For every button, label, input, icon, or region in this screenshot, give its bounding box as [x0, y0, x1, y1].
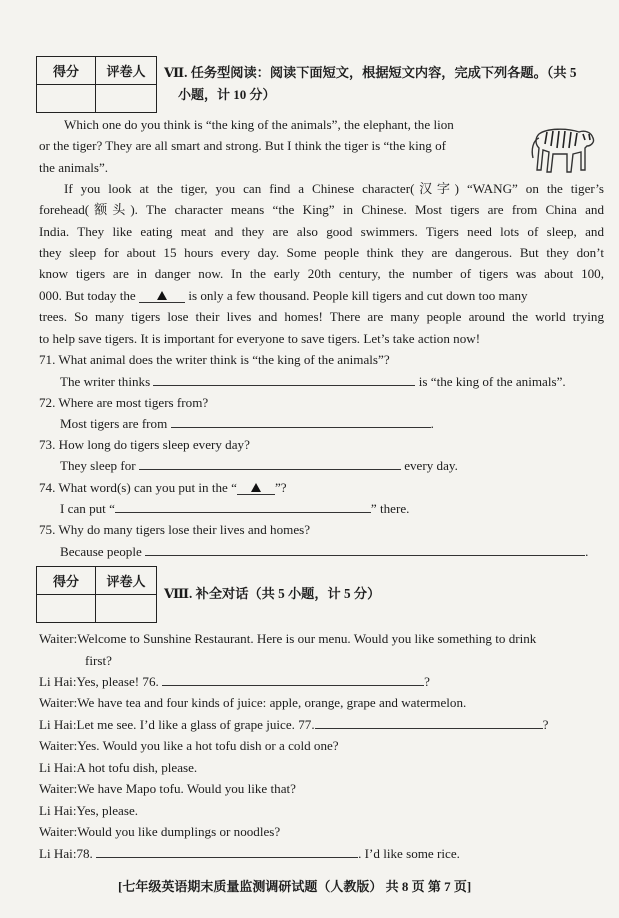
dialogue-text: We have tea and four kinds of juice: apple, orange, grape and watermelon. [77, 695, 467, 710]
dialogue-text: ? [424, 674, 430, 689]
speaker: Li Hai: [39, 717, 77, 732]
section-7-subtitle: 小题，计 10 分） [178, 87, 276, 102]
answer-suffix: ” there. [370, 501, 410, 516]
score-box-8 [36, 566, 157, 623]
passage-line: know tigers are in danger now. In the early 20th century, the number of tigers was about 100, [39, 266, 604, 281]
passage-line-with-blank [39, 285, 528, 306]
passage-text: 000. But today the [39, 288, 136, 303]
answer-77-blank[interactable] [315, 716, 543, 729]
answer-suffix: is “the king of the animals”. [418, 374, 566, 389]
answer-prefix: The writer thinks [60, 374, 151, 389]
dialogue-text: Would you like dumplings or noodles? [77, 824, 281, 839]
dialogue-line [39, 821, 280, 842]
score-label: 得分 [37, 567, 96, 595]
answer-71 [60, 371, 566, 392]
tiger-illustration [527, 110, 599, 182]
passage-line: If you look at the tiger, you can find a Chinese character(汉字) “WANG” on the tiger’s [64, 181, 604, 196]
answer-75 [60, 541, 588, 562]
dialogue-line [39, 714, 548, 735]
page-footer: [七年级英语期末质量监测调研试题（人教版） 共 8 页 第 7 页] [118, 879, 472, 894]
dialogue-line [39, 735, 339, 756]
answer-suffix: . [430, 416, 434, 431]
dialogue-text: Yes, please. [76, 803, 139, 818]
section-7-title: Ⅶ. 任务型阅读：阅读下面短文，根据短文内容，完成下列各题。（共 5 [164, 65, 577, 80]
dialogue-line [39, 671, 430, 692]
dialogue-text: . I’d like some rice. [358, 846, 460, 861]
grader-cell[interactable] [96, 85, 157, 113]
answer-prefix: Most tigers are from [60, 416, 168, 431]
grader-cell[interactable] [96, 595, 157, 623]
question-72: 72. Where are most tigers from? [39, 395, 209, 410]
triangle-marker-icon [157, 291, 167, 300]
dialogue-text: Let me see. I’d like a glass of grape juice. 77. [76, 717, 315, 732]
passage-line: they sleep for about 15 hours every day. Some people think they are dangerous. But they don’t [39, 245, 604, 260]
speaker: Li Hai: [39, 760, 77, 775]
triangle-blank [237, 482, 275, 495]
answer-73 [60, 455, 458, 476]
dialogue-line [39, 800, 138, 821]
grader-label: 评卷人 [96, 567, 157, 595]
speaker: Waiter: [39, 695, 78, 710]
dialogue-text: We have Mapo tofu. Would you like that? [77, 781, 296, 796]
speaker: Li Hai: [39, 803, 77, 818]
answer-76-blank[interactable] [162, 673, 424, 686]
question-71: 71. What animal does the writer think is “the king of the animals”? [39, 352, 390, 367]
passage-text: is only a few thousand. People kill tigers and cut down too many [188, 288, 528, 303]
score-label: 得分 [37, 57, 96, 85]
passage-line: to help save tigers. It is important for everyone to save tigers. Let’s take action now! [39, 331, 481, 346]
dialogue-text: Yes. Would you like a hot tofu dish or a cold one? [77, 738, 339, 753]
dialogue-line-cont: first? [85, 653, 112, 668]
passage-line: the animals”. [39, 160, 109, 175]
question-75: 75. Why do many tigers lose their lives and homes? [39, 522, 311, 537]
score-box-7 [36, 56, 157, 113]
question-text: ”? [274, 480, 287, 495]
answer-prefix: I can put “ [60, 501, 115, 516]
speaker: Waiter: [39, 738, 78, 753]
passage-line: or the tiger? They are all smart and strong. But I think the tiger is “the king of [39, 138, 447, 153]
dialogue-text: A hot tofu dish, please. [76, 760, 198, 775]
answer-71-blank[interactable] [153, 373, 415, 386]
dialogue-line [39, 843, 460, 864]
dialogue-line [39, 778, 296, 799]
speaker: Li Hai: [39, 846, 77, 861]
answer-78-blank[interactable] [96, 845, 358, 858]
answer-72-blank[interactable] [171, 415, 431, 428]
dialogue-text: Welcome to Sunshine Restaurant. Here is our menu. Would you like something to drink [77, 631, 537, 646]
dialogue-text: 78. [76, 846, 93, 861]
dialogue-text: ? [542, 717, 549, 732]
speaker: Waiter: [39, 781, 78, 796]
answer-72 [60, 413, 434, 434]
question-73: 73. How long do tigers sleep every day? [39, 437, 250, 452]
speaker: Waiter: [39, 824, 78, 839]
answer-74-blank[interactable] [115, 500, 371, 513]
score-cell[interactable] [37, 595, 96, 623]
question-text: 74. What word(s) can you put in the “ [39, 480, 237, 495]
dialogue-line [39, 757, 197, 778]
answer-suffix: . [585, 544, 589, 559]
section-8-title: Ⅷ. 补全对话（共 5 小题，计 5 分） [164, 586, 381, 601]
passage-line: India. They like eating meat and they are also good swimmers. Tigers need lots of sleep, and [39, 224, 604, 239]
question-74 [39, 477, 287, 498]
answer-suffix: every day. [404, 458, 458, 473]
answer-73-blank[interactable] [139, 457, 401, 470]
dialogue-text: Yes, please! 76. [76, 674, 159, 689]
answer-74 [60, 498, 409, 519]
answer-prefix: Because people [60, 544, 142, 559]
speaker: Li Hai: [39, 674, 77, 689]
answer-75-blank[interactable] [145, 543, 585, 556]
answer-prefix: They sleep for [60, 458, 136, 473]
passage-line: forehead(额头). The character means “the King” in Chinese. Most tigers are from China and [39, 202, 604, 217]
passage-line: trees. So many tigers lose their lives and homes! There are many people around the world trying [39, 309, 604, 324]
dialogue-line [39, 628, 536, 649]
triangle-marker-icon [251, 483, 261, 492]
dialogue-line [39, 692, 466, 713]
speaker: Waiter: [39, 631, 78, 646]
grader-label: 评卷人 [96, 57, 157, 85]
passage-line: Which one do you think is “the king of the animals”, the elephant, the lion [64, 117, 454, 132]
score-cell[interactable] [37, 85, 96, 113]
blank-74[interactable] [139, 290, 185, 303]
